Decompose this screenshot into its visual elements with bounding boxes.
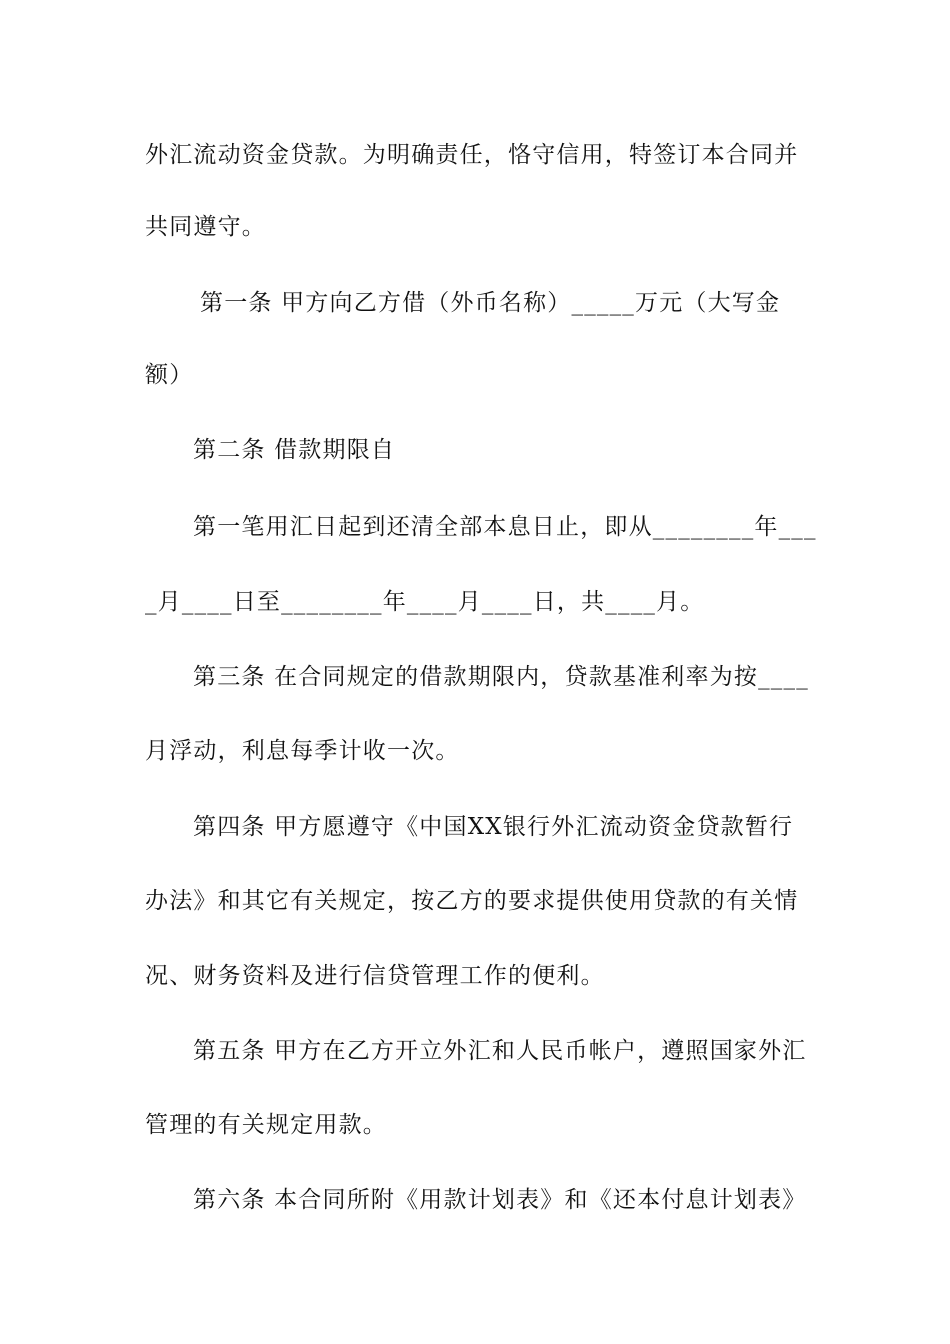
article-4-line: 第四条 甲方愿遵守《中国XX银行外汇流动资金贷款暂行 xyxy=(193,814,794,840)
paragraph-line: 况、财务资料及进行信贷管理工作的便利。 xyxy=(145,963,605,989)
paragraph-line: 额） xyxy=(145,362,194,388)
paragraph-line: 办法》和其它有关规定，按乙方的要求提供使用贷款的有关情 xyxy=(145,888,799,914)
article-1-line: 第一条 甲方向乙方借（外币名称）_____万元（大写金 xyxy=(200,290,781,316)
paragraph-line: 外汇流动资金贷款。为明确责任，恪守信用，特签订本合同并 xyxy=(145,142,799,168)
paragraph-line: _月____日至________年____月____日，共____月。 xyxy=(145,589,705,615)
paragraph-line: 共同遵守。 xyxy=(145,214,266,240)
paragraph-line: 月浮动，利息每季计收一次。 xyxy=(145,738,460,764)
paragraph-line: 第一笔用汇日起到还清全部本息日止，即从________年___ xyxy=(193,514,817,540)
article-3-line: 第三条 在合同规定的借款期限内，贷款基准利率为按____ xyxy=(193,664,809,690)
paragraph-line: 管理的有关规定用款。 xyxy=(145,1112,387,1138)
article-2-line: 第二条 借款期限自 xyxy=(193,437,396,463)
article-6-line: 第六条 本合同所附《用款计划表》和《还本付息计划表》 xyxy=(193,1187,807,1213)
article-5-line: 第五条 甲方在乙方开立外汇和人民币帐户，遵照国家外汇 xyxy=(193,1038,807,1064)
